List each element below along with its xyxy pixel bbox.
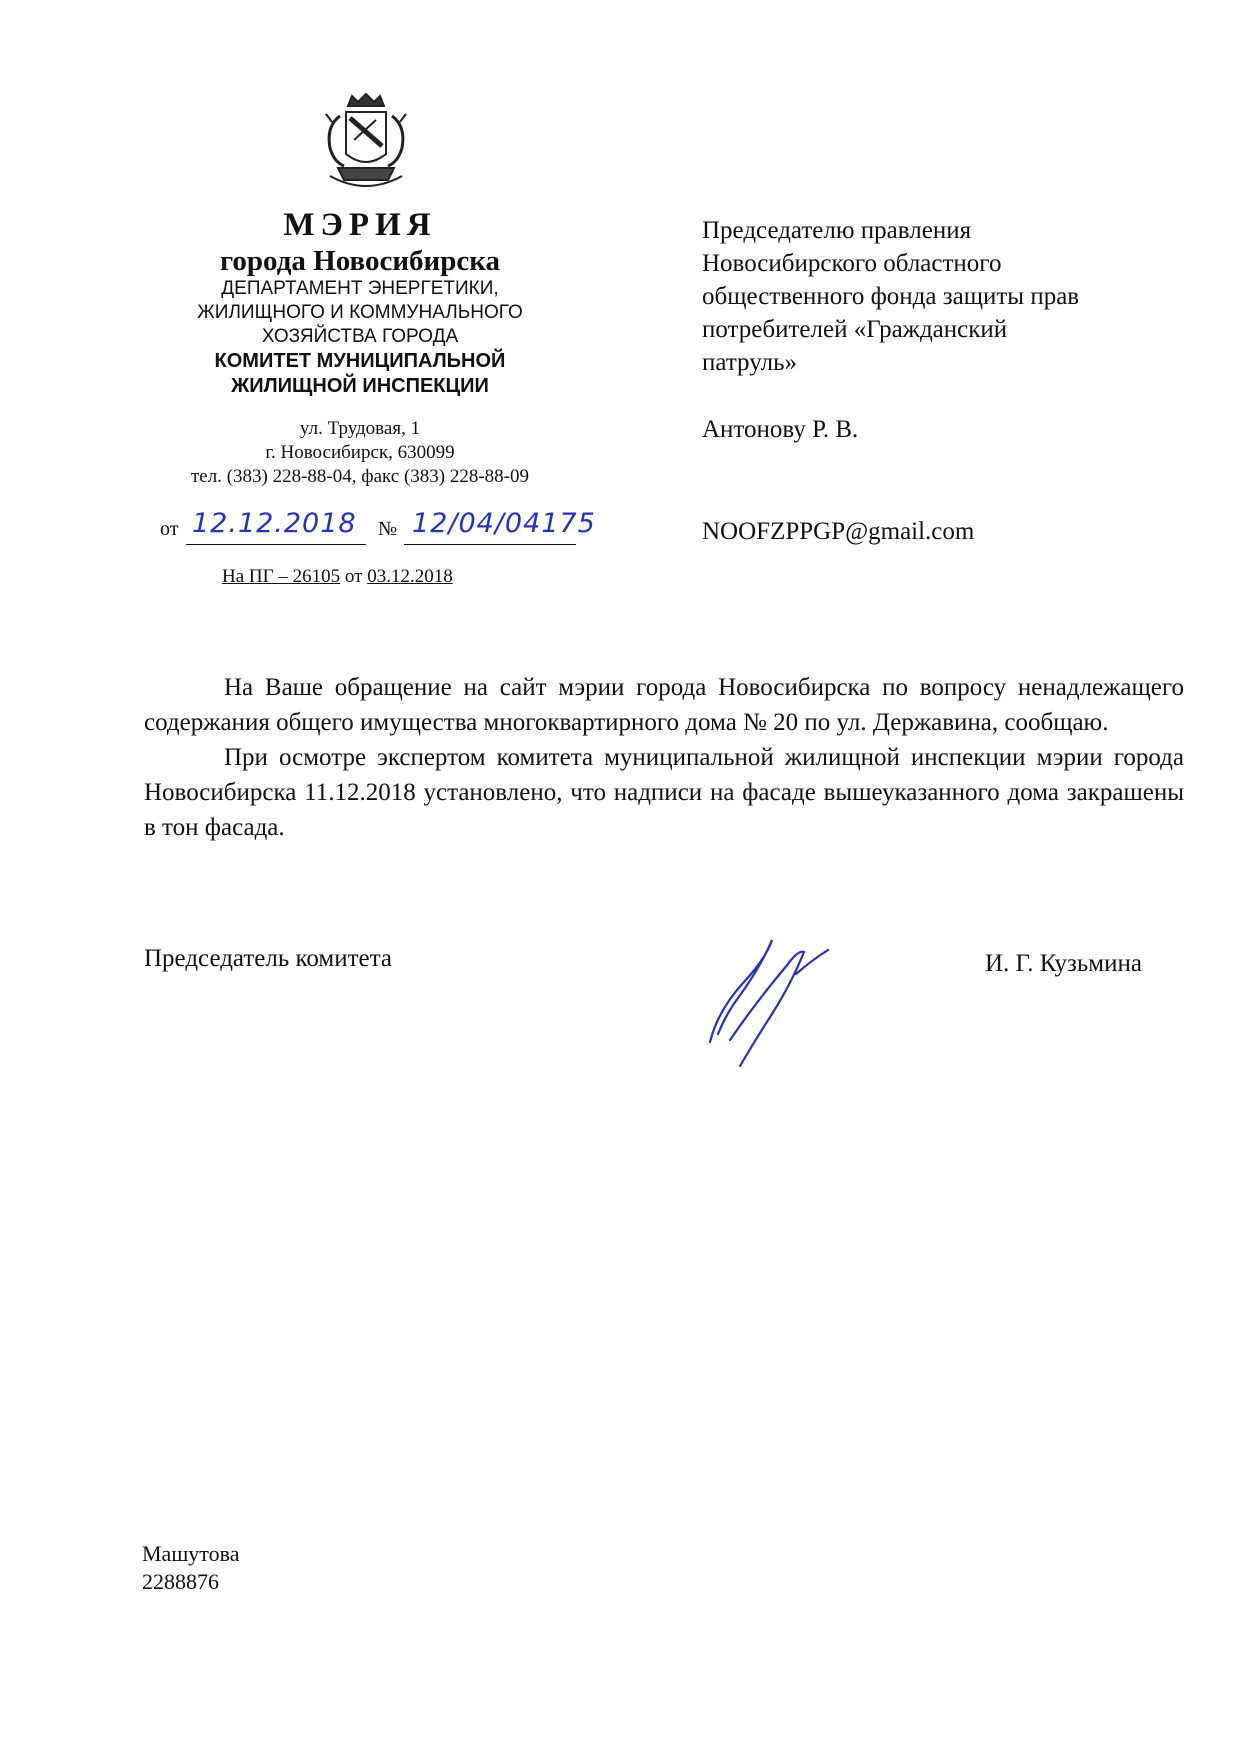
body-paragraph: На Ваше обращение на сайт мэрии города Новосибирска по вопросу ненадлежащего содержания общего имущества многоквартирного дома № 20 по ул. Державина, сообщаю. [144, 674, 1184, 736]
letterhead-title: МЭРИЯ [283, 207, 437, 243]
incoming-number: На ПГ – 26105 [222, 566, 341, 587]
committee-line: ЖИЛИЩНОЙ ИНСПЕКЦИИ [231, 375, 489, 397]
address-phone: тел. (383) 228-88-04, факс (383) 228-88-09 [190, 466, 530, 487]
signatory-position: Председатель комитета [144, 945, 392, 972]
address-city: г. Новосибирск, 630099 [265, 442, 455, 463]
recipient-line: Новосибирского областного [702, 250, 1002, 277]
outgoing-date-handwritten: 12.12.2018 [192, 508, 357, 539]
address-street: ул. Трудовая, 1 [299, 418, 421, 439]
incoming-reference [222, 566, 453, 588]
number-label: № [378, 518, 398, 540]
recipient-name: Антонову Р. В. [702, 416, 859, 443]
department-line: ХОЗЯЙСТВА ГОРОДА [261, 326, 459, 347]
city-coat-of-arms-icon [318, 92, 414, 202]
signatory-name: И. Г. Кузьмина [985, 950, 1142, 977]
recipient-line: патруль» [702, 349, 798, 376]
recipient-line: Председателю правления [702, 217, 972, 244]
handwritten-signature [700, 930, 835, 1070]
body-paragraph: При осмотре экспертом комитета муниципальной жилищной инспекции мэрии города Новосибирска 11.12.2018 установлено, что надписи на фасаде вышеуказанного дома закрашены в тон фасада. [144, 744, 1184, 841]
department-line: ДЕПАРТАМЕНТ ЭНЕРГЕТИКИ, [221, 278, 499, 299]
committee-line: КОМИТЕТ МУНИЦИПАЛЬНОЙ [214, 350, 506, 372]
incoming-from-label: от [344, 566, 363, 587]
sender-letterhead [130, 205, 590, 489]
executor-phone: 2288876 [142, 1569, 219, 1594]
incoming-date: 03.12.2018 [367, 566, 453, 587]
executor-block [142, 1540, 239, 1596]
letter-body [144, 670, 1184, 845]
recipient-block [702, 214, 1152, 379]
department-line: ЖИЛИЩНОГО И КОММУНАЛЬНОГО [197, 302, 523, 323]
address-block [130, 417, 590, 489]
recipient-line: общественного фонда защиты прав [702, 283, 1080, 310]
recipient-email: NOOFZPPGP@gmail.com [702, 518, 975, 545]
outgoing-number-handwritten: 12/04/04175 [412, 508, 596, 539]
executor-name: Машутова [142, 1541, 240, 1566]
recipient-line: потребителей «Гражданский [702, 316, 1008, 343]
letterhead-city: города Новосибирска [219, 245, 501, 277]
date-label: от [160, 518, 179, 540]
